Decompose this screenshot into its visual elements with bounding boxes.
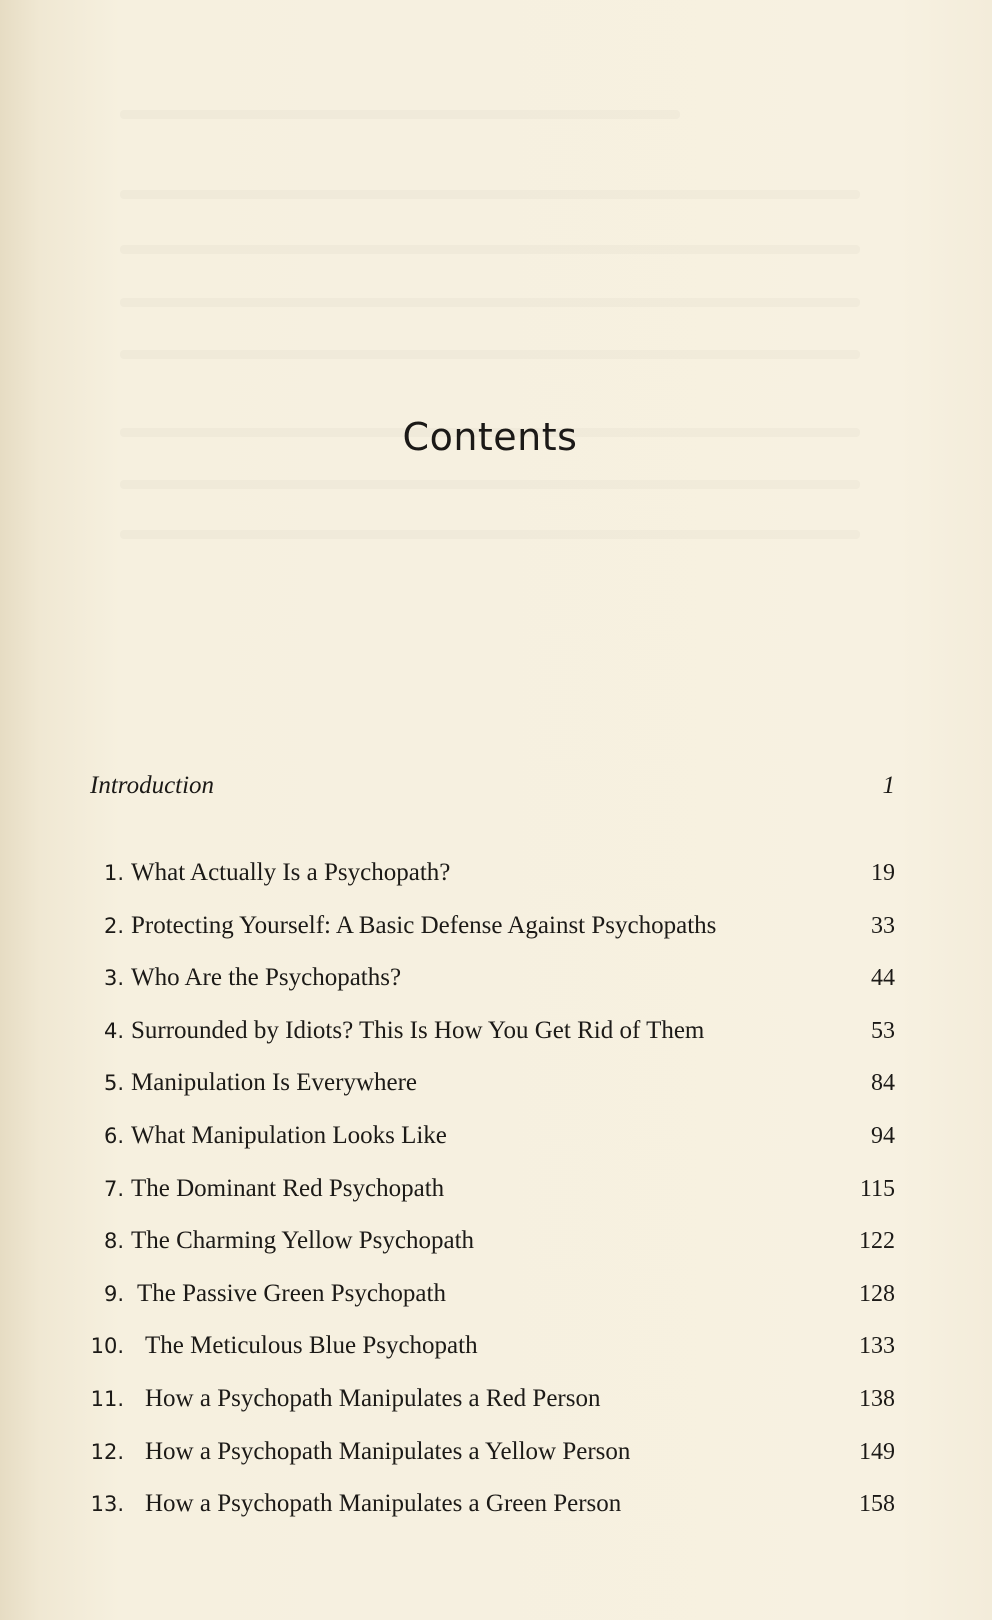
chapter-page: 53 (871, 1017, 895, 1044)
chapter-number: 7. (103, 1176, 124, 1201)
chapter-number: 10. (90, 1334, 124, 1359)
toc-entry (0, 1384, 992, 1437)
chapter-page: 158 (859, 1491, 895, 1518)
table-of-contents (0, 858, 992, 1542)
chapter-page: 128 (859, 1280, 895, 1307)
chapter-page: 84 (871, 1070, 895, 1097)
chapter-number: 12. (90, 1439, 124, 1464)
chapter-number: 8. (103, 1229, 124, 1254)
chapter-page: 115 (859, 1175, 895, 1202)
toc-entry (0, 1121, 992, 1174)
page-title: Contents (402, 415, 578, 459)
chapter-page: 122 (859, 1228, 895, 1255)
toc-entry (0, 1016, 992, 1069)
chapter-page: 138 (859, 1385, 895, 1412)
toc-entry (0, 1279, 992, 1332)
chapter-title: How a Psychopath Manipulates a Red Person (145, 1384, 601, 1412)
chapter-title: What Actually Is a Psychopath? (131, 859, 451, 886)
chapter-number: 13. (90, 1492, 124, 1517)
chapter-number: 5. (103, 1071, 124, 1096)
toc-entry (0, 1437, 992, 1490)
toc-entry (0, 1489, 992, 1542)
chapter-title: The Passive Green Psychopath (137, 1279, 446, 1307)
chapter-page: 149 (859, 1438, 895, 1465)
chapter-title: How a Psychopath Manipulates a Green Person (145, 1490, 622, 1518)
toc-entry (0, 1174, 992, 1227)
introduction-page: 1 (882, 772, 895, 799)
chapter-number: 6. (103, 1123, 124, 1148)
chapter-title: Protecting Yourself: A Basic Defense Against Psychopaths (131, 911, 717, 939)
chapter-number: 2. (103, 913, 124, 938)
chapter-page: 133 (859, 1333, 895, 1360)
toc-entry (0, 911, 992, 964)
chapter-number: 1. (103, 861, 124, 885)
toc-entry (0, 1331, 992, 1384)
chapter-page: 19 (871, 860, 895, 886)
chapter-page: 44 (871, 965, 895, 992)
chapter-title: The Meticulous Blue Psychopath (145, 1332, 478, 1360)
chapter-number: 3. (103, 966, 124, 991)
chapter-title: What Manipulation Looks Like (131, 1121, 447, 1149)
toc-entry (0, 858, 992, 911)
introduction-label: Introduction (90, 772, 215, 799)
chapter-page: 94 (871, 1122, 895, 1149)
chapter-title: The Charming Yellow Psychopath (131, 1227, 475, 1255)
toc-introduction (90, 772, 895, 808)
chapter-title: How a Psychopath Manipulates a Yellow Person (145, 1437, 631, 1465)
toc-entry (0, 1068, 992, 1121)
chapter-number: 11. (90, 1386, 124, 1411)
chapter-title: Who Are the Psychopaths? (131, 964, 402, 992)
chapter-title: Manipulation Is Everywhere (131, 1069, 418, 1097)
chapter-number: 9. (103, 1281, 124, 1306)
toc-entry (0, 963, 992, 1016)
show-through-text (0, 0, 992, 560)
chapter-title: The Dominant Red Psychopath (131, 1174, 445, 1202)
chapter-number: 4. (103, 1018, 124, 1043)
chapter-page: 33 (871, 912, 895, 939)
toc-entry (0, 1226, 992, 1279)
chapter-title: Surrounded by Idiots? This Is How You Get Rid of Them (131, 1016, 705, 1044)
